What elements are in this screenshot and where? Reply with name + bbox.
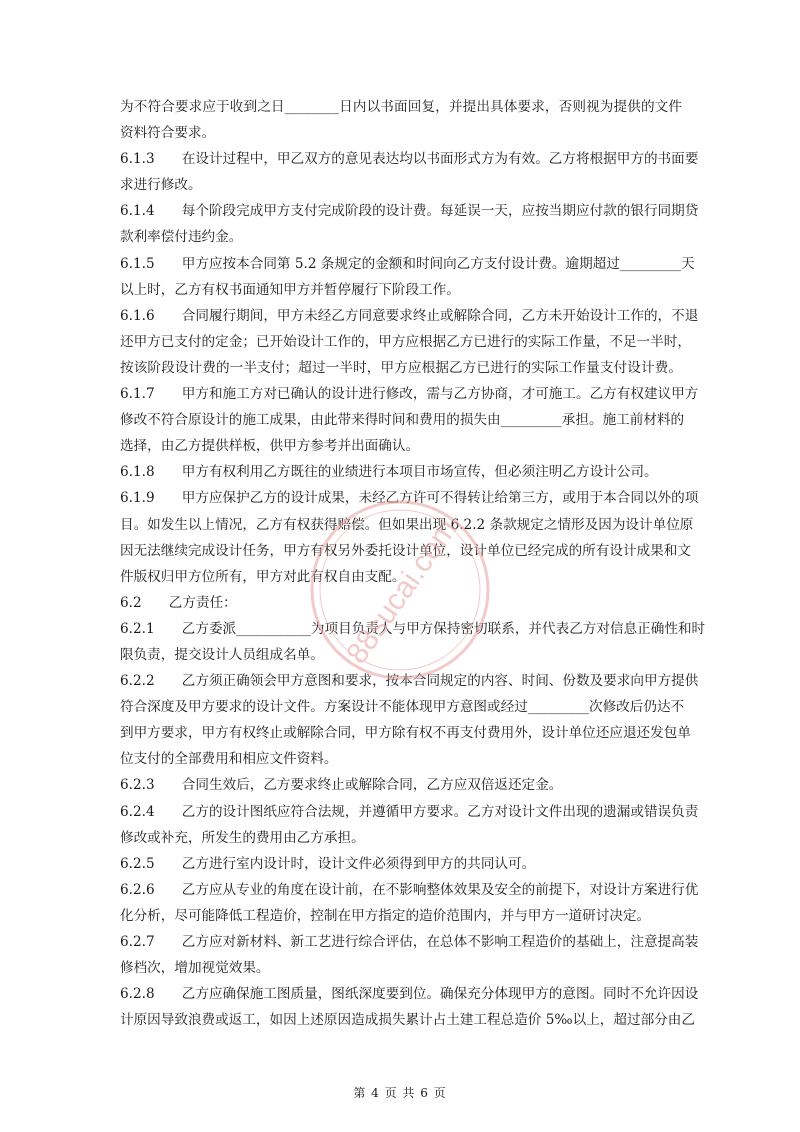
text-line: 6.1.3 在设计过程中，甲乙双方的意见表达均以书面形式方为有效。乙方将根据甲方的书面要 [120, 151, 699, 168]
text-line: 按该阶段设计费的一半支付；超过一半时，甲方应根据乙方已进行的实际工作量支付设计费。 [120, 359, 682, 376]
text-line: 6.2.1 乙方委派___________为项目负责人与甲方保持密切联系，并代表乙方对信息正确性和时 [120, 620, 706, 637]
text-line: 修改或补充，所发生的费用由乙方承担。 [120, 829, 365, 846]
text-line: 6.2.7 乙方应对新材料、新工艺进行综合评估，在总体不影响工程造价的基础上，注意提高装 [120, 934, 699, 950]
text-line: 6.2.2 乙方须正确领会甲方意图和要求，按本合同规定的内容、时间、份数及要求向甲方提供 [120, 673, 699, 690]
watermark-text: 88sucai.com [340, 512, 464, 670]
text-line: 资料符合要求。 [120, 125, 216, 142]
text-line: 以上时，乙方有权书面通知甲方并暂停履行下阶段工作。 [120, 281, 460, 298]
text-line: 位支付的全部费用和相应文件资料。 [120, 751, 338, 768]
page-footer: 第 4 页 共 6 页 [353, 1086, 447, 1100]
text-line: 到甲方要求，甲方有权终止或解除合同，甲方除有权不再支付费用外，设计单位还应退还发包单 [120, 725, 691, 742]
text-line: 6.1.6 合同履行期间，甲方未经乙方同意要求终止或解除合同，乙方未开始设计工作的，不退 [120, 307, 699, 324]
watermark-stamp [300, 490, 500, 690]
text-line: 6.1.5 甲方应按本合同第 5.2 条规定的金额和时间向乙方支付设计费。逾期超过_________天 [120, 255, 695, 272]
text-line: 6.1.4 每个阶段完成甲方支付完成阶段的设计费。每延误一天，应按当期应付款的银行同期贷 [120, 203, 699, 220]
text-line: 限负责，提交设计人员组成名单。 [120, 646, 324, 663]
text-line: 6.2.5 乙方进行室内设计时，设计文件必须得到甲方的共同认可。 [120, 855, 536, 872]
text-line: 修改不符合原设计的施工成果，由此带来得时间和费用的损失由_________承担。施工前材料的 [120, 412, 685, 429]
text-line: 计原因导致浪费或返工，如因上述原因造成损失累计占土建工程总造价 5‰以上，超过部分由乙 [120, 1012, 695, 1029]
text-line: 因无法继续完成设计任务，甲方有权另外委托设计单位，设计单位已经完成的所有设计成果和文 [120, 542, 691, 559]
text-line: 6.2.3 合同生效后，乙方要求终止或解除合同，乙方应双倍返还定金。 [120, 777, 563, 794]
text-line: 6.1.9 甲方应保护乙方的设计成果，未经乙方许可不得转让给第三方，或用于本合同以外的项 [120, 490, 699, 507]
text-line: 6.2.4 乙方的设计图纸应符合法规，并遵循甲方要求。乙方对设计文件出现的遗漏或错误负责 [120, 803, 699, 820]
text-line: 修档次，增加视觉效果。 [120, 960, 270, 977]
text-line: 化分析，尽可能降低工程造价，控制在甲方指定的造价范围内，并与甲方一道研讨决定。 [120, 907, 651, 924]
text-line: 6.2.8 乙方应确保施工图质量，图纸深度要到位。确保充分体现甲方的意图。同时不允许因设 [120, 986, 699, 1003]
text-line: 符合深度及甲方要求的设计文件。方案设计不能体现甲方意图或经过_________次修改后仍达不 [120, 699, 685, 716]
text-line: 款利率偿付违约金。 [120, 229, 243, 246]
text-line: 选择，由乙方提供样板，供甲方参考并出面确认。 [120, 438, 420, 455]
text-line: 6.2.6 乙方应从专业的角度在设计前，在不影响整体效果及安全的前提下，对设计方案进行优 [120, 881, 699, 898]
text-line: 6.1.7 甲方和施工方对已确认的设计进行修改，需与乙方协商，才可施工。乙方有权建议甲方 [120, 386, 699, 403]
text-line: 为不符合要求应于收到之日________日内以书面回复，并提出具体要求，否则视为提供的文件 [120, 99, 682, 115]
text-line: 还甲方已支付的定金；已开始设计工作的，甲方应根据乙方已进行的实际工作量，不足一半时， [120, 333, 691, 350]
text-line: 件版权归甲方位所有，甲方对此有权自由支配。 [120, 568, 406, 585]
text-line: 求进行修改。 [120, 177, 202, 194]
text-line: 目。如发生以上情况，乙方有权获得赔偿。但如果出现 6.2.2 条款规定之情形及因为设计单位原 [120, 516, 694, 533]
text-line: 6.1.8 甲方有权利用乙方既往的业绩进行本项目市场宣传，但必须注明乙方设计公司。 [120, 464, 658, 481]
text-line: 6.2 乙方责任： [120, 594, 237, 611]
